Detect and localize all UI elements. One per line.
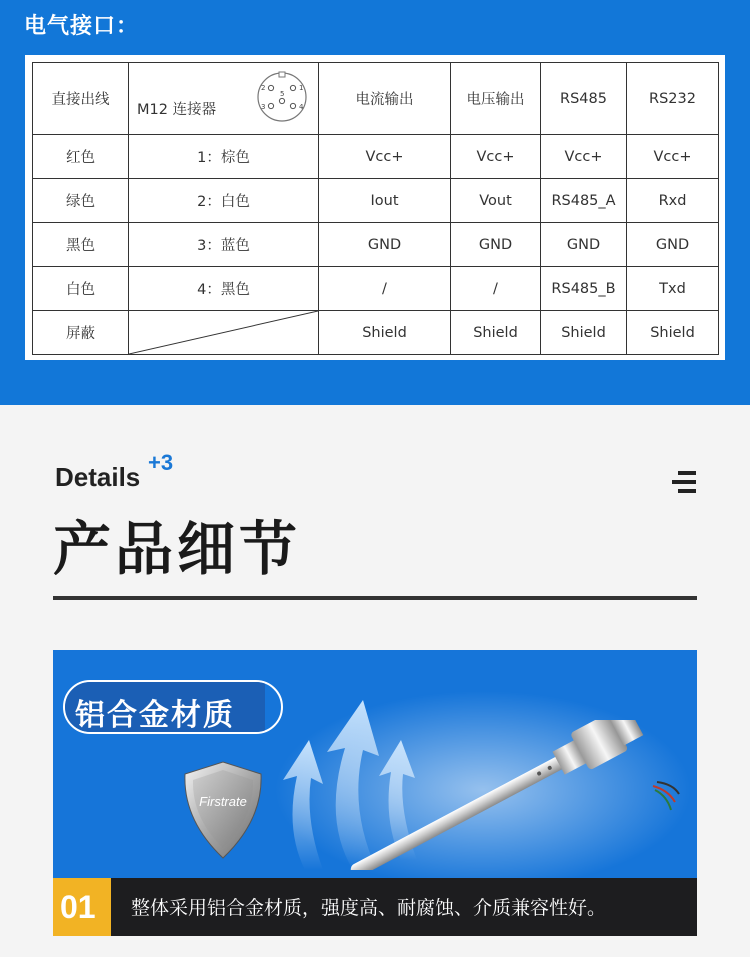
divider xyxy=(53,596,697,600)
table-cell: Shield xyxy=(541,311,627,355)
table-cell: 3：蓝色 xyxy=(129,223,319,267)
table-cell: Shield xyxy=(319,311,451,355)
table-cell: RS485_A xyxy=(541,179,627,223)
product-details-title: 产品细节 xyxy=(53,515,302,583)
feature-caption: 整体采用铝合金材质，强度高、耐腐蚀、介质兼容性好。 xyxy=(131,897,607,919)
table-cell: Vcc+ xyxy=(451,135,541,179)
table-cell: Rxd xyxy=(627,179,719,223)
menu-icon[interactable] xyxy=(672,469,698,495)
shield-icon xyxy=(181,760,265,860)
table-cell: 红色 xyxy=(33,135,129,179)
table-cell: Iout xyxy=(319,179,451,223)
table-cell: 4：黑色 xyxy=(129,267,319,311)
table-cell: Vout xyxy=(451,179,541,223)
table-cell: Shield xyxy=(451,311,541,355)
header-voltage-output: 电压输出 xyxy=(451,63,541,135)
feature-number: 01 xyxy=(60,889,96,925)
table-cell: RS485_B xyxy=(541,267,627,311)
section-title: 电气接口： xyxy=(24,14,140,39)
table-cell: Vcc+ xyxy=(319,135,451,179)
header-direct-wire: 直接出线 xyxy=(33,63,129,135)
interface-table xyxy=(32,62,719,355)
table-cell: 屏蔽 xyxy=(33,311,129,355)
details-label: Details xyxy=(55,462,141,492)
table-cell: GND xyxy=(627,223,719,267)
header-current-output: 电流输出 xyxy=(319,63,451,135)
table-row xyxy=(33,223,719,267)
header-rs232: RS232 xyxy=(627,63,719,135)
table-cell: Shield xyxy=(627,311,719,355)
table-row xyxy=(33,311,719,355)
details-superscript: +3 xyxy=(148,450,174,475)
table-cell: 绿色 xyxy=(33,179,129,223)
m12-connector-icon xyxy=(256,71,308,123)
table-row xyxy=(33,135,719,179)
interface-table-card xyxy=(25,55,725,360)
table-cell: / xyxy=(451,267,541,311)
sensor-probe-image xyxy=(323,720,683,870)
header-m12-connector xyxy=(129,63,319,135)
pin-label: 5 xyxy=(280,90,285,98)
shield-text: Firstrate xyxy=(199,794,247,809)
table-cell: Vcc+ xyxy=(541,135,627,179)
table-cell: Txd xyxy=(627,267,719,311)
electrical-interface-section xyxy=(0,0,750,405)
pin-label: 2 xyxy=(261,84,266,92)
table-cell: 白色 xyxy=(33,267,129,311)
pin-label: 4 xyxy=(299,103,304,111)
table-header-row xyxy=(33,63,719,135)
table-cell: Vcc+ xyxy=(627,135,719,179)
pin-label: 3 xyxy=(261,103,266,111)
material-pill xyxy=(63,680,283,734)
table-cell: GND xyxy=(541,223,627,267)
table-cell: GND xyxy=(319,223,451,267)
table-cell: 黑色 xyxy=(33,223,129,267)
table-cell: GND xyxy=(451,223,541,267)
table-cell: 1：棕色 xyxy=(129,135,319,179)
diagonal-line xyxy=(129,311,318,354)
pin-label: 1 xyxy=(299,84,304,92)
diagonal-empty-cell xyxy=(129,311,319,355)
table-row xyxy=(33,179,719,223)
number-badge xyxy=(53,878,111,936)
table-row xyxy=(33,267,719,311)
m12-label: M12 连接器 xyxy=(137,102,217,118)
table-cell: / xyxy=(319,267,451,311)
table-cell: 2：白色 xyxy=(129,179,319,223)
pill-text: 铝合金材质 xyxy=(75,698,235,733)
feature-banner xyxy=(53,650,697,936)
header-rs485: RS485 xyxy=(541,63,627,135)
details-heading xyxy=(55,450,174,493)
